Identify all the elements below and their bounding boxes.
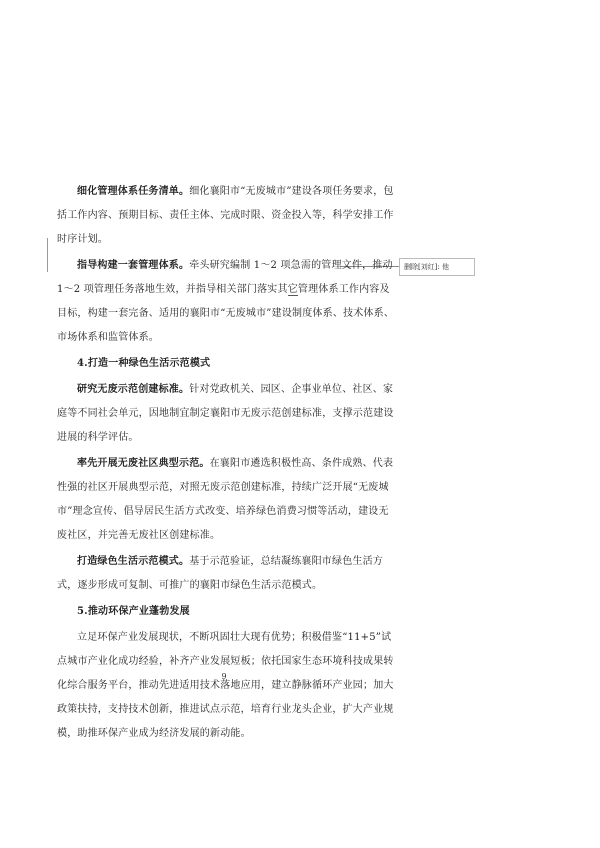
document-body bbox=[57, 180, 397, 748]
paragraph-text: 针对党政机关、园区、企事业单位、社区、家庭等不同社会单元，因地制宜制定襄阳市无废示范创建标准，支撑示范建设进展的科学评估。 bbox=[57, 384, 394, 443]
page-number: 9 bbox=[221, 672, 227, 681]
paragraph-text: 在襄阳市遴选积极性高、条件成熟、代表性强的社区开展典型示范，对照无废示范创建标准，持续广泛开展“无废城市”理念宣传、倡导居民生活方式改变、培养绿色消费习惯等活动，建设无废社区，并完善无废社区创建标准。 bbox=[57, 458, 394, 541]
paragraph-text: 基于示范验证，总结凝练襄阳市绿色生活方式，逐步形成可复制、可推广的襄阳市绿色生活示范模式。 bbox=[57, 556, 384, 591]
paragraph-lead: 研究无废示范创建标准。 bbox=[77, 384, 190, 395]
change-bar bbox=[47, 238, 48, 272]
paragraph-management-system bbox=[57, 254, 397, 350]
paragraph-text: 立足环保产业发展现状，不断巩固壮大现有优势；积极借鉴“11+5”试点城市产业化成功经验，补齐产业发展短板；依托国家生态环境科技成果转化综合服务平台，推动先进适用技术落地应用，建立静脉循环产业园；加大政策扶持，支持技术创新，推进试点示范，培育行业龙头企业，扩大产业规模，助推环保产业成为经济发展的新动能。 bbox=[57, 632, 394, 739]
paragraph-text: 牵头研究编制 1～2 项急需的管理文件，推动 1～2 项管理任务落地生效，并指导相关部门落实其 bbox=[57, 260, 393, 295]
section-heading-green-living: 4.打造一种绿色生活示范模式 bbox=[77, 358, 211, 369]
paragraph-lead: 打造绿色生活示范模式。 bbox=[77, 556, 190, 567]
paragraph-text: 细化襄阳市“无废城市”建设各项任务要求，包括工作内容、预期目标、责任主体、完成时限、资金投入等，科学安排工作时序计划。 bbox=[57, 186, 394, 245]
paragraph-demo-standards bbox=[57, 378, 397, 450]
revision-balloon[interactable]: 删除[刘红]: 他 bbox=[399, 258, 475, 276]
paragraph-text: 管理体系工作内容及目标，构建一套完备、适用的襄阳市“无废城市”建设制度体系、技术体系、市场体系和监管体系。 bbox=[57, 284, 395, 343]
paragraph-env-industry bbox=[57, 626, 397, 746]
paragraph-management-task-list bbox=[57, 180, 397, 252]
tracked-change-text[interactable]: 它 bbox=[287, 284, 298, 295]
paragraph-lead: 指导构建一套管理体系。 bbox=[77, 260, 190, 271]
paragraph-lead: 率先开展无废社区典型示范。 bbox=[77, 458, 210, 469]
section-heading-env-industry: 5.推动环保产业蓬勃发展 bbox=[77, 606, 190, 617]
paragraph-lead: 细化管理体系任务清单。 bbox=[77, 186, 190, 197]
paragraph-green-living-model bbox=[57, 550, 397, 598]
paragraph-community-demo bbox=[57, 452, 397, 548]
